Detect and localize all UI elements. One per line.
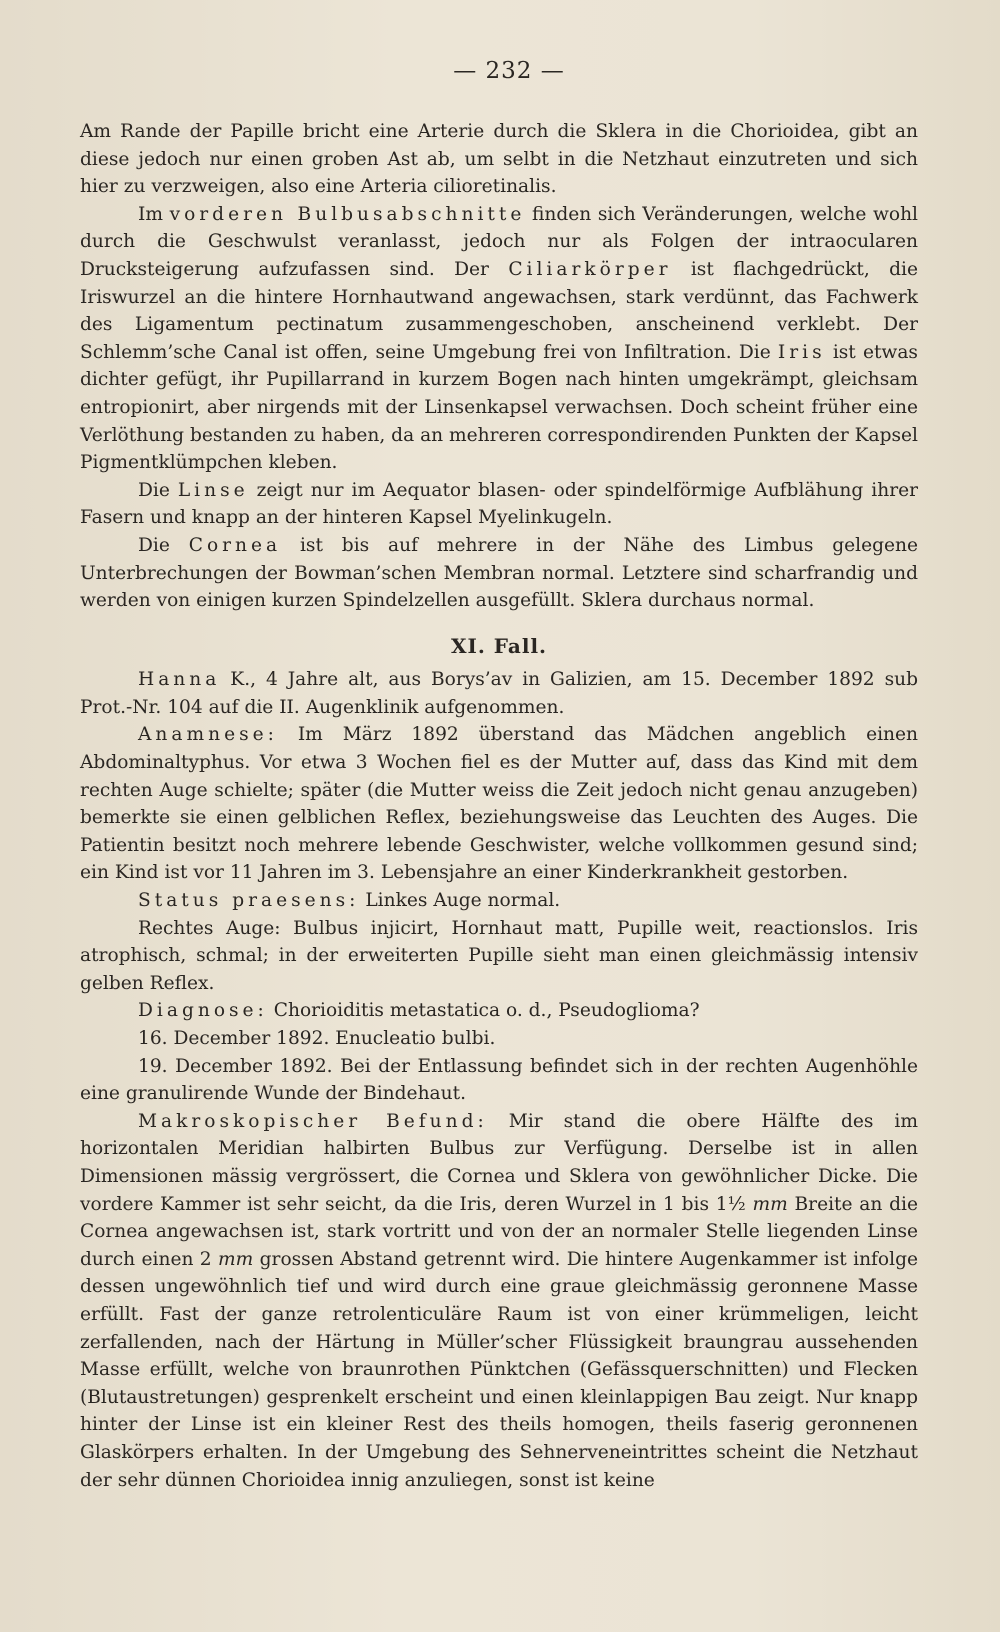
text-run: ist bis auf mehrere in der Nähe des Limbus gelegene Unterbrechungen der Bowman’schen Membran normal. Letztere sind scharfrandig und werden von einigen kurzen Spindelzellen ausgefüllt. Sklera durchaus normal. — [80, 534, 919, 612]
spaced-term: Linse — [177, 479, 249, 501]
text-run: zeigt nur im Aequator blasen- oder spindelförmige Aufblähung ihrer Fasern und knapp an der hinteren Kapsel Myelinkugeln. — [80, 479, 918, 529]
spaced-term: Cornea — [188, 534, 282, 556]
text-run: ist flachgedrückt, die Iriswurzel an die hintere Hornhautwand angewachsen, stark verdünnt, das Fachwerk des Ligamentum pectinatum zusammengeschoben, anscheinend verklebt. Der Schlemm’sche Canal ist offen, seine Umgebung frei von Infiltration. Die — [80, 258, 918, 363]
text-run: grossen Abstand getrennt wird. Die hintere Augenkammer ist infolge dessen ungewöhnlich tief und wird durch eine graue gleichmässig geronnene Masse erfüllt. Fast der ganze retrolenticuläre Raum ist von einer krümmeligen, leicht zerfallenden, nach der Härtung in Müller’scher Flüssigkeit braungrau aussehenden Masse erfüllt, welche von braunrothen Pünktchen (Gefässquerschnitten) und Flecken (Blutaustretungen) gesprenkelt erscheint und einen kleinlappigen Bau zeigt. Nur knapp hinter der Linse ist ein kleiner Rest des theils homogen, theils faserig geronnenen Glaskörpers erhalten. In der Umgebung des Sehnerveneintrittes scheint die Netzhaut der sehr dünnen Chorioidea innig anzuliegen, sonst ist keine — [80, 1248, 918, 1491]
paragraph-4 — [80, 532, 918, 615]
unit: mm — [752, 1193, 788, 1215]
text-run: K., 4 Jahre alt, aus Borys’av in Galizien, am 15. December 1892 sub Prot.-Nr. 104 auf die II. Augenklinik aufgenommen. — [80, 669, 918, 718]
patient-name: Hanna — [138, 669, 221, 691]
text-run: Im — [138, 203, 163, 225]
paragraph-diagnose — [80, 997, 918, 1025]
spaced-term: Anamnese: — [138, 724, 278, 746]
text-run: Linkes Auge normal. — [365, 890, 561, 912]
body-text — [80, 118, 918, 1494]
text-run: ist etwas dichter gefügt, ihr Pupillarrand in kurzem Bogen nach hinten umgekrämpt, gleichsam entropionirt, aber nirgends mit der Linsenkapsel verwachsen. Doch scheint früher eine Verlöthung bestanden zu haben, da an mehreren correspondirenden Punkten der Kapsel Pigmentklümpchen kleben. — [80, 341, 919, 474]
paragraph-entlassung: 19. December 1892. Bei der Entlassung befindet sich in der rechten Augenhöhle eine granulirende Wunde der Bindehaut. — [80, 1055, 918, 1105]
paragraph-befund — [80, 1108, 918, 1494]
text-run: Chorioiditis metastatica o. d., Pseudoglioma? — [273, 1000, 700, 1022]
paragraph-status — [80, 887, 918, 915]
unit: mm — [218, 1248, 254, 1270]
text-run: Im März 1892 überstand das Mädchen angeblich einen Abdominaltyphus. Vor etwa 3 Wochen fiel es der Mutter auf, dass das Kind mit dem rechten Auge schielte; später (die Mutter weiss die Zeit jedoch nicht genau anzugeben) bemerkte sie einen gelblichen Reflex, beziehungsweise das Leuchten des Auges. Die Patientin besitzt noch mehrere lebende Geschwister, welche vollkommen gesund sind; ein Kind ist vor 11 Jahren im 3. Lebensjahre an einer Kinderkrankheit gestorben. — [80, 724, 918, 884]
paragraph-3 — [80, 477, 918, 532]
text-run: Die — [138, 479, 170, 501]
text-run: finden sich Veränderungen, welche wohl durch die Geschwulst veranlasst, jedoch nur als Folgen der intraocularen Drucksteigerung aufzufassen sind. Der — [80, 203, 918, 280]
paragraph-right-eye: Rechtes Auge: Bulbus injicirt, Hornhaut matt, Pupille weit, reactionslos. Iris atrophisch, schmal; in der erweiterten Pupille sieht man einen gleichmässig intensiv gelben Reflex. — [80, 917, 918, 994]
page-number: — 232 — — [453, 58, 565, 84]
spaced-term: Makroskopischer Befund: — [138, 1110, 488, 1132]
text-run: Mir stand die obere Hälfte des im horizontalen Meridian halbirten Bulbus zur Verfügung. Derselbe ist in allen Dimensionen mässig vergrössert, die Cornea und Sklera von gewöhnlicher Dicke. Die vordere Kammer ist sehr seicht, da die Iris, deren Wurzel in 1 bis 1½ — [80, 1110, 918, 1215]
spaced-term: Diagnose: — [138, 1000, 268, 1022]
paragraph-1: Am Rande der Papille bricht eine Arterie durch die Sklera in die Chorioidea, gibt an diese jedoch nur einen groben Ast ab, um selbt in die Netzhaut einzutreten und sich hier zu verzweigen, also eine Arteria cilioretinalis. — [80, 121, 918, 198]
case-heading: XI. Fall. — [450, 633, 548, 658]
text-run: Die — [138, 534, 170, 556]
spaced-term: Iris — [777, 341, 826, 363]
paragraph-enucleatio: 16. December 1892. Enucleatio bulbi. — [138, 1028, 496, 1049]
paragraph-5 — [80, 666, 918, 721]
paragraph-2 — [80, 201, 918, 477]
spaced-term: Status praesens: — [138, 890, 360, 912]
spaced-term: vorderen Bulbusabschnitte — [169, 203, 526, 225]
spaced-term: Ciliarkörper — [508, 258, 672, 280]
paragraph-anamnese — [80, 721, 918, 887]
text-run: Breite an die Cornea angewachsen ist, stark vortritt und von der an normaler Stelle liegenden Linse durch einen 2 — [80, 1193, 918, 1270]
